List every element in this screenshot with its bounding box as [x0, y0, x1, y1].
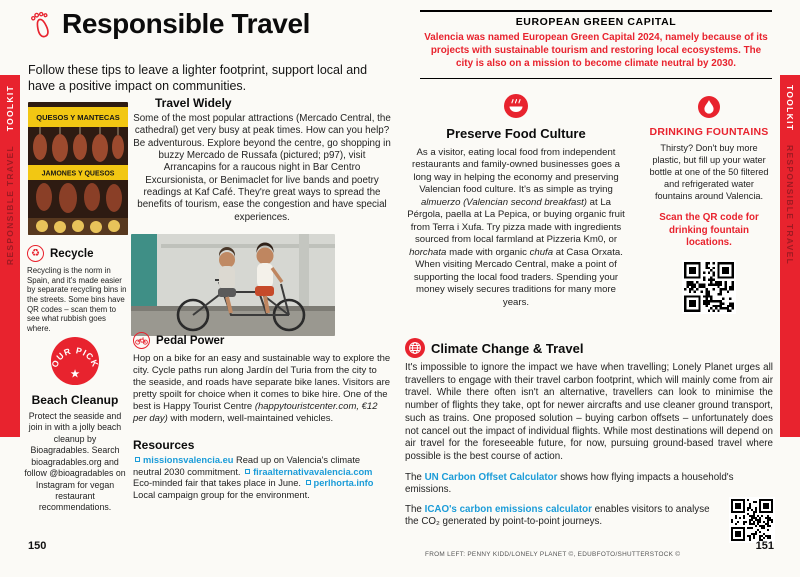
- intro-text: Follow these tips to leave a lighter footprint, support local and have a positive impact on communities.: [28, 63, 368, 94]
- pedal-power-heading: Pedal Power: [156, 334, 225, 347]
- recycle-section: [27, 245, 128, 333]
- travel-widely-body: Some of the most popular attractions (Mercado Central, the cathedral) get very busy at peak times. How can you help? Be adventurous. Explore beyond the centre, go shopping in buzzy Mercado de Russafa (pictured; p97), visit Arrancapins for a raucous night in Bar Centro Excursionista, or Benimaclet for live bands and poetry readings at Kaf Café. They're great ways to spread the benefits of tourism, ease the congestion and have special experiences.: [133, 113, 391, 223]
- un-carbon-offset-link[interactable]: UN Carbon Offset Calculator: [424, 472, 558, 483]
- resources-body: [133, 455, 391, 502]
- our-pick-badge: [50, 336, 100, 386]
- un-calculator-paragraph: The UN Carbon Offset Calculator shows how flying impacts a household's emissions.: [405, 472, 734, 496]
- travel-widely-section: [133, 96, 391, 224]
- page-number-left: 150: [28, 540, 47, 552]
- bicycle-icon: [133, 332, 150, 349]
- travel-widely-heading: Travel Widely: [155, 96, 232, 110]
- globe-icon: [405, 338, 425, 358]
- market-sign-mid: JAMONES Y QUESOS: [41, 170, 115, 178]
- link-bullet-icon: [306, 480, 311, 485]
- green-capital-box: [420, 10, 772, 79]
- star-icon: ★: [69, 368, 81, 381]
- page-number-right: 151: [755, 540, 774, 552]
- icao-calculator-paragraph: The ICAO's carbon emissions calculator enables visitors to analyse the CO₂ generated by point-to-point journeys.: [405, 504, 710, 528]
- climate-body: It's impossible to ignore the impact we have when travelling; Lonely Planet urges all travellers to engage with their travel carbon footprint, which will mainly come from air travel. While there often isn't an alternative, travellers can look to minimise the number of flights they take, opt for newer aircrafts and use cleaner ground transport, such as trains. One proposed solution – buying carbon offsets – unfortunately does not cancel out the impact of individual flights. While most destinations will depend on air travel for the foreseeable future, for now, pursuing ground-based travel where possible is the best course of action.: [405, 362, 773, 463]
- icao-calculator-link[interactable]: ICAO's carbon emissions calculator: [424, 504, 592, 515]
- section-tab-right: [780, 75, 800, 437]
- resource-desc: Read up on Valencia's climate neutral 2030 commitment.: [133, 455, 361, 477]
- recycle-body: Recycling is the norm in Spain, and it's made easier by separate recycling bins in the streets. Some bins have QR codes – scan them to see what rubbish goes where.: [27, 266, 127, 333]
- link-bullet-icon: [135, 457, 140, 462]
- drinking-fountains-body: Thirsty? Don't buy more plastic, but fill up your water bottle at one of the 50 filtered and refrigerated water fountains around Valencia.: [649, 143, 769, 201]
- climate-section: [405, 338, 773, 464]
- water-droplet-icon: [698, 96, 720, 118]
- link-bullet-icon: [245, 469, 250, 474]
- pedal-power-italic: (happytouristcenter.com, €12 per day): [133, 400, 378, 424]
- preserve-food-heading: Preserve Food Culture: [446, 126, 586, 141]
- our-pick-section: [24, 336, 126, 514]
- climate-heading: Climate Change & Travel: [431, 340, 584, 356]
- recycle-icon: ♻: [27, 245, 44, 262]
- page-title: Responsible Travel: [62, 8, 311, 39]
- section-tab-left: [0, 75, 20, 437]
- tab-label-section: RESPONSIBLE TRAVEL: [5, 145, 15, 266]
- pedal-power-body: Hop on a bike for an easy and sustainable way to explore the city. Cycle paths run along Jardín del Turia from the city to the seaside, and roads have separate bike lanes. Visitors are pretty spoilt for choice when it comes to bike hire. One of the best is Happy Tourist Centre (happytouristcenter.com, €12 per day) with modern, well-maintained vehicles.: [133, 353, 391, 424]
- market-photo: [28, 102, 128, 235]
- food-icon: [504, 94, 528, 118]
- drinking-fountains-cta: Scan the QR code for drinking fountain locations.: [659, 211, 759, 249]
- beach-cleanup-heading: Beach Cleanup: [31, 393, 119, 407]
- recycle-heading: Recycle: [50, 247, 94, 260]
- pedal-power-section: [133, 332, 391, 425]
- footprint-icon: [28, 8, 54, 40]
- tandem-bike-photo: [131, 234, 335, 336]
- qr-code-fountains: [682, 260, 736, 314]
- green-capital-heading: EUROPEAN GREEN CAPITAL: [515, 16, 677, 28]
- tab-label-section: RESPONSIBLE TRAVEL: [785, 145, 795, 266]
- preserve-food-body: As a visitor, eating local food from independent restaurants and family-owned businesses goes a long way in helping the economy and preserving Valencian food culture. It's as simple as trying almuerzo (Valencian second breakfast) at La Pérgola, paella at La Pepica, or buying organic fruit from Terra i Xufa. Try pizza made with ingredients sourced from local farmland at Pizzeria Km0, or horchata made with organic chufa at Casa Orxata. When visiting Mercado Central, make a point of supporting the local food traders. Spending your money wisely secures traditions for many more years.: [407, 147, 625, 308]
- tab-label-toolkit: TOOLKIT: [785, 85, 795, 132]
- market-sign-top: QUESOS Y MANTECAS: [36, 113, 120, 122]
- tab-label-toolkit: TOOLKIT: [5, 85, 15, 132]
- drinking-fountains-box: [645, 96, 773, 314]
- our-pick-badge-label: OUR PICK: [50, 345, 100, 369]
- beach-cleanup-body: Protect the seaside and join in with a jolly beach cleanup by Bioagradables. Search bioagradables.org and follow @bioagradables on Instagram for vegan restaurant recommendations.: [24, 411, 126, 513]
- photo-credits: FROM LEFT: PENNY KIDD/LONELY PLANET ©, EDUBFOTO/SHUTTERSTOCK ©: [425, 551, 681, 558]
- green-capital-body: Valencia was named European Green Capital 2024, namely because of its projects with sustainable tourism and restoring local ecosystems. The city is also on a mission to become climate neutral by 2030.: [424, 32, 768, 69]
- title-row: [28, 8, 310, 40]
- preserve-food-section: [405, 94, 627, 309]
- qr-code-carbon: [729, 497, 775, 543]
- resources-heading: Resources: [133, 438, 195, 452]
- resource-link-perlhorta[interactable]: perlhorta.info: [313, 478, 374, 489]
- resources-section: [133, 438, 391, 502]
- resource-desc: Eco-minded fair that takes place in June.: [133, 478, 304, 489]
- resource-link-missionsvalencia[interactable]: missionsvalencia.eu: [143, 455, 234, 465]
- resource-link-firaalternativa[interactable]: firaalternativavalencia.com: [253, 466, 373, 477]
- resource-desc: Local campaign group for the environment.: [133, 490, 310, 501]
- drinking-fountains-heading: DRINKING FOUNTAINS: [649, 126, 769, 138]
